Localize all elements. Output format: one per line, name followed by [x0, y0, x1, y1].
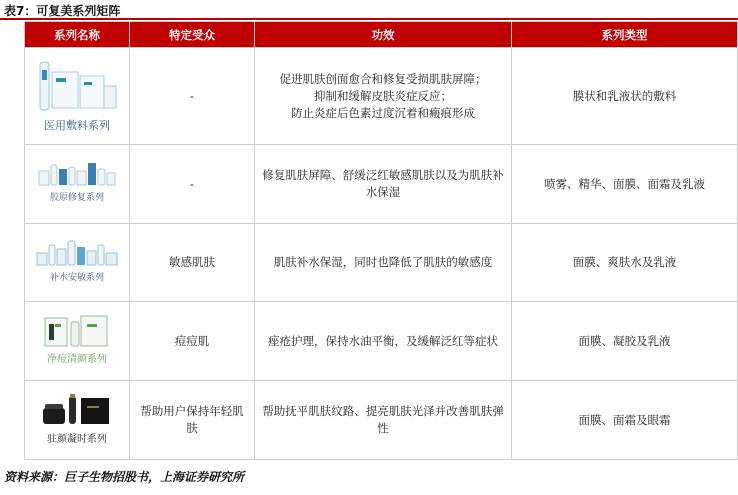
series-matrix-table [24, 21, 738, 460]
type-cell: 膜状和乳液状的敷料 [512, 48, 738, 145]
series-name-label: 补水安敏系列 [49, 272, 104, 283]
efficacy-cell: 肌肤补水保湿，同时也降低了肌肤的敏感度 [255, 224, 512, 302]
collagen-repair-product-image [37, 161, 117, 187]
table-row [25, 145, 738, 224]
header-series-name: 系列名称 [25, 22, 130, 48]
series-name-label: 胶原修复系列 [49, 193, 104, 203]
source-note: 资料来源：巨子生物招股书，上海证券研究所 [4, 470, 245, 484]
audience-cell: 痘痘肌 [130, 302, 255, 381]
series-name-label: 驻颜凝时系列 [47, 434, 107, 445]
type-cell: 面膜、面霜及眼霜 [512, 381, 738, 460]
age-defying-product-image [41, 392, 113, 428]
product-image-cell [25, 48, 130, 145]
efficacy-cell: 修复肌肤屏障、舒缓泛红敏感肌肤以及为肌肤补水保湿 [255, 145, 512, 224]
table-caption: 表7：可复美系列矩阵 [4, 4, 121, 18]
header-efficacy: 功效 [255, 22, 512, 48]
table-row [25, 302, 738, 381]
product-image-cell [25, 381, 130, 460]
audience-cell: 敏感肌肤 [130, 224, 255, 302]
type-cell: 喷雾、精华、面膜、面霜及乳液 [512, 145, 738, 224]
product-image-cell [25, 145, 130, 224]
caption-divider [0, 18, 738, 20]
type-cell: 面膜、爽肤水及乳液 [512, 224, 738, 302]
table-row [25, 381, 738, 460]
header-type: 系列类型 [512, 22, 738, 48]
efficacy-line: 抑制和缓解皮肤炎症反应； [314, 88, 452, 103]
series-name-label: 医用敷料系列 [44, 119, 110, 132]
efficacy-cell [255, 48, 512, 145]
efficacy-line: 防止炎症后色素过度沉着和瘢痕形成 [291, 105, 475, 120]
table-row [25, 224, 738, 302]
efficacy-line: 促进肌肤创面愈合和修复受损肌肤屏障； [279, 71, 487, 86]
efficacy-cell: 痤疮护理，保持水油平衡，及缓解泛红等症状 [255, 302, 512, 381]
hydrating-soothing-product-image [35, 239, 119, 267]
audience-cell: 帮助用户保持年轻肌肤 [130, 381, 255, 460]
audience-cell: - [130, 48, 255, 145]
series-name-label: 净痘清颜系列 [47, 354, 107, 365]
acne-clearing-product-image [41, 314, 113, 348]
efficacy-cell: 帮助抚平肌肤纹路、提亮肌肤光泽并改善肌肤弹性 [255, 381, 512, 460]
product-image-cell [25, 302, 130, 381]
medical-dressing-product-image [34, 58, 120, 114]
table-row [25, 48, 738, 145]
audience-cell: - [130, 145, 255, 224]
header-audience: 特定受众 [130, 22, 255, 48]
table-header-row [25, 22, 738, 48]
product-image-cell [25, 224, 130, 302]
type-cell: 面膜、凝胶及乳液 [512, 302, 738, 381]
